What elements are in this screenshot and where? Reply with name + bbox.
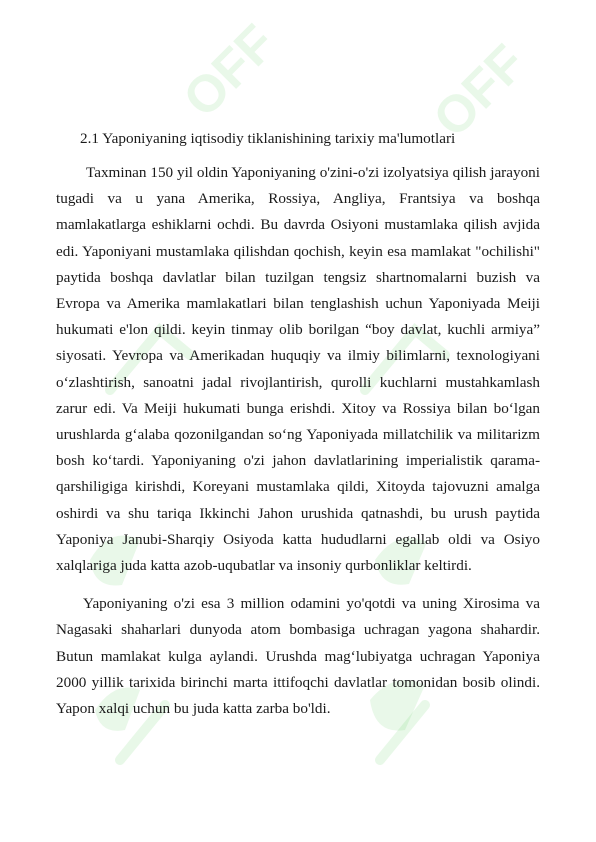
paragraph-2: Yaponiyaning o'zi esa 3 million odamini yo'qotdi va uning Xirosima va Nagasaki shaharlari dunyoda atom bombasiga uchragan yagona shahardir. Butun mamlakat kulga aylandi. Urushda mag‘lubiyatga uchragan Yaponiya 2000 yillik tarixida birinchi marta ittifoqchi davlatlar tomonidan bosib olindi. Yapon xalqi uchun bu juda katta zarba bo'ldi.: [56, 595, 540, 718]
svg-text:OFF: OFF: [422, 33, 538, 149]
svg-text:OFF: OFF: [172, 13, 288, 129]
document-page: [56, 128, 540, 722]
paragraph-1: Taxminan 150 yil oldin Yaponiyaning o'zini-o'zi izolyatsiya qilish jarayoni tugadi va u yana Amerika, Rossiya, Angliya, Frantsiya va boshqa mamlakatlarga eshiklarni ochdi. Bu davrda Osiyoni mustamlaka qilish avjida edi. Yaponiyani mustamlaka qilishdan qochish, keyin esa mamlakat "ochilishi" paytida boshqa davlatlar bilan tuzilgan tengsiz shartnomalarni buzish va Evropa va Amerika mamlakatlari bilan tenglashish uchun Yaponiyada Meiji hukumati e'lon qildi. keyin tinmay olib borilgan “boy davlat, kuchli armiya” siyosati. Yevropa va Amerikadan huquqiy va ilmiy bilimlarni, texnologiyani o‘zlashtirish, sanoatni jadal rivojlantirish, qurolli kuchlarni mustahkamlash zarur edi. Va Meiji hukumati bunga erishdi. Xitoy va Rossiya bilan bo‘lgan urushlarda g‘alaba qozonilgandan so‘ng Yaponiyada millatchilik va militarizm bosh ko‘tardi. Yaponiyaning o'zi jahon davlatlarining imperialistik qarama-qarshiligiga kirishdi, Koreyani mustamlaka qildi, Xitoyda tajovuzni amalga oshirdi va shu tariqa Ikkinchi Jahon urushida qatnashdi, bu urush paytida Yaponiya Janubi-Sharqiy Osiyoda katta hududlarni egallab oldi va Osiyo xalqlariga juda katta azob-uqubatlar va insoniy qurbonliklar keltirdi.: [56, 164, 540, 575]
section-heading: 2.1 Yaponiyaning iqtisodiy tiklanishining tarixiy ma'lumotlari: [80, 130, 456, 147]
